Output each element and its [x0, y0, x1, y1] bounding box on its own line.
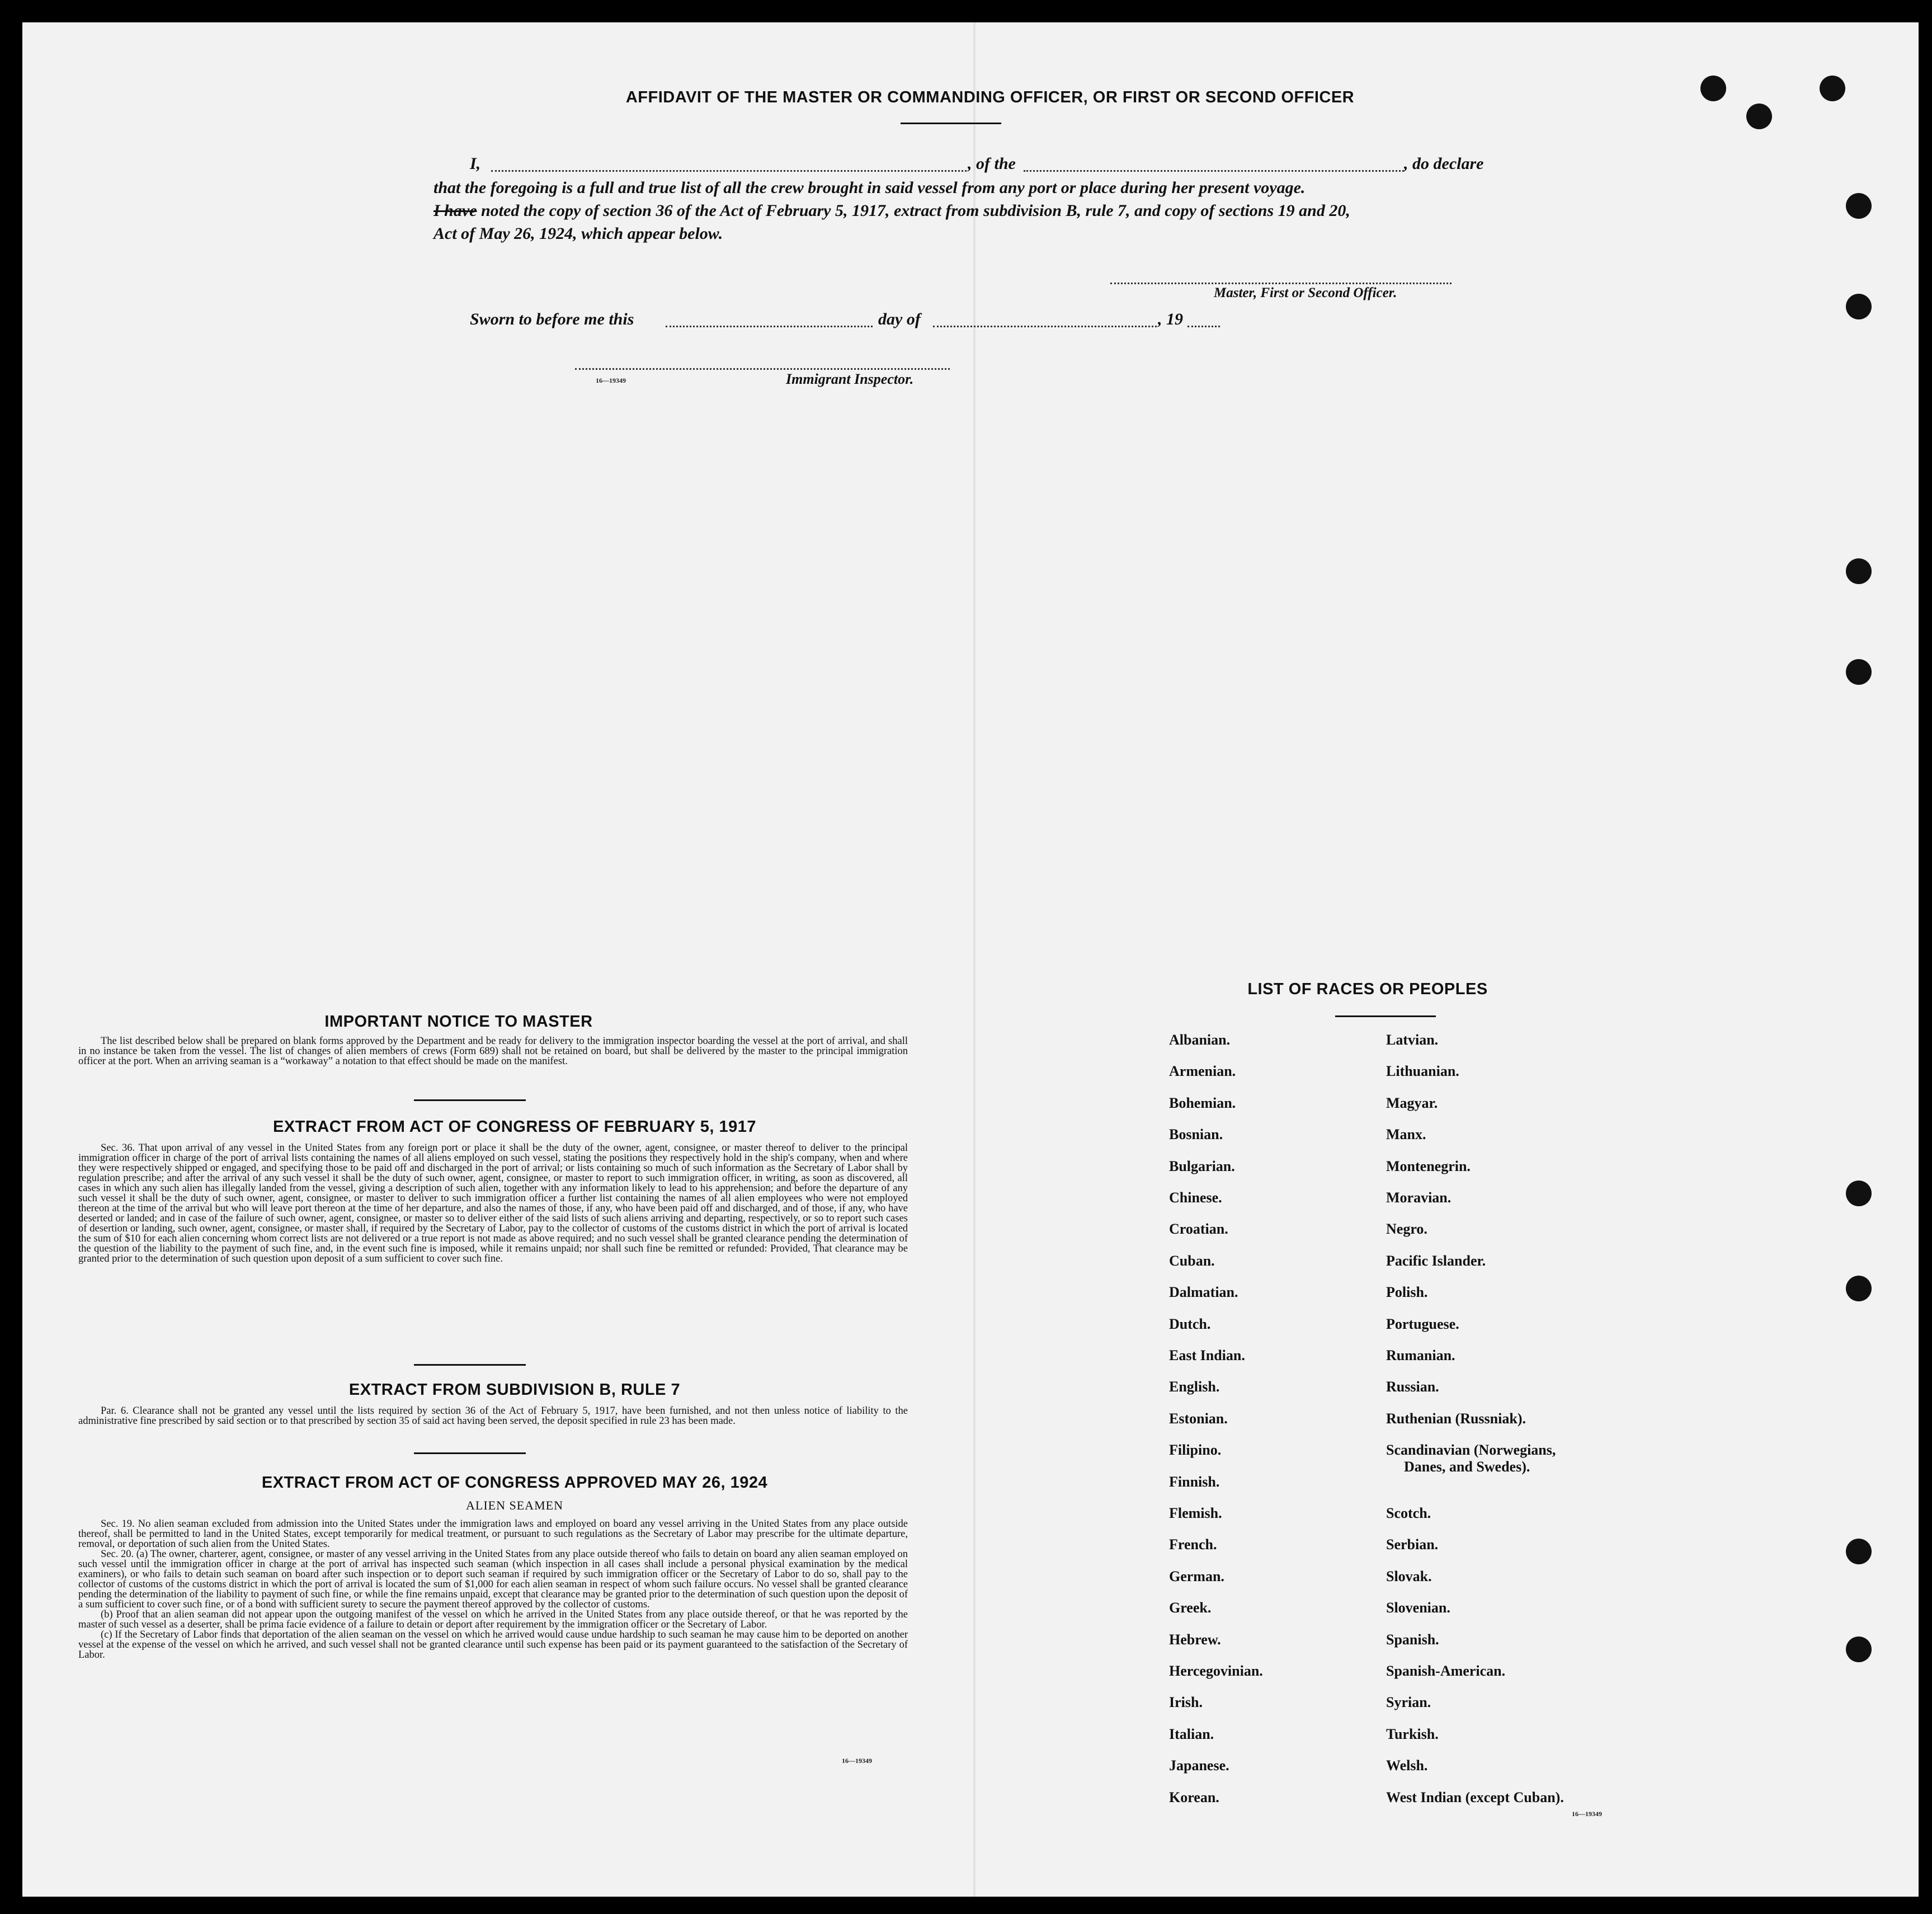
race-item: Dutch. — [1169, 1315, 1211, 1332]
title-rule — [901, 123, 1001, 124]
struck-words: I have — [433, 201, 477, 220]
race-item: Pacific Islander. — [1386, 1252, 1486, 1269]
race-item: German. — [1169, 1568, 1224, 1584]
race-item: Negro. — [1386, 1221, 1427, 1238]
races-title: LIST OF RACES OR PEOPLES — [1247, 980, 1488, 998]
of-the-label: , of the — [968, 154, 1016, 173]
form-number: 16—19349 — [842, 1757, 872, 1765]
race-item: Welsh. — [1386, 1757, 1428, 1774]
section-rule — [414, 1452, 526, 1454]
form-number: 16—19349 — [596, 377, 626, 384]
races-title-rule — [1335, 1015, 1436, 1017]
race-item: Estonian. — [1169, 1410, 1228, 1427]
sworn-day-blank — [666, 326, 873, 327]
affidavit-line-2 — [433, 201, 1350, 220]
vessel-blank — [1024, 170, 1404, 172]
race-item: Latvian. — [1386, 1032, 1439, 1048]
race-item: Hebrew. — [1169, 1631, 1221, 1648]
sworn-year-blank — [1188, 326, 1220, 327]
race-item: Croatian. — [1169, 1221, 1228, 1238]
race-item: Portuguese. — [1386, 1315, 1459, 1332]
do-declare-label: , do declare — [1404, 154, 1484, 173]
race-item: Ruthenian (Russniak). — [1386, 1410, 1526, 1427]
race-item: Bulgarian. — [1169, 1158, 1235, 1174]
master-signature-label: Master, First or Second Officer. — [1214, 285, 1397, 300]
race-item: Magyar. — [1386, 1094, 1438, 1111]
sec-19-text: Sec. 19. No alien seaman excluded from admission into the United States under the immigration laws and employed on board any vessel arriving in the United States from any place outside thereof, shall be permitted to land in the United States, except temporarily for medical treatment, or pursuant to such regulations as the Secretary of Labor may prescribe for the ultimate departure, removal, or deportation of such alien from the United States. — [78, 1518, 908, 1550]
punch-hole — [1846, 1181, 1872, 1206]
i-label: I, — [470, 154, 481, 173]
extract-rule7-body — [78, 1406, 908, 1426]
race-item: Greek. — [1169, 1600, 1212, 1616]
name-blank — [491, 170, 967, 172]
section-rule — [414, 1099, 526, 1101]
race-item: Bohemian. — [1169, 1094, 1236, 1111]
affidavit-line-1: that the foregoing is a full and true list of all the crew brought in said vessel from any port or place during her present voyage. — [433, 178, 1306, 197]
par-6-text: Par. 6. Clearance shall not be granted any vessel until the lists required by section 36 of the Act of February 5, 1917, have been furnished, and not then unless notice of liability to the administrative fine prescribed by said section or to that prescribed by section 35 of said act having been served, the deposit specified in rule 23 has been made. — [78, 1405, 908, 1427]
sec-36-text: Sec. 36. That upon arrival of any vessel in the United States from any foreign port or place it shall be the duty of the owner, agent, consignee, or master thereof to deliver to the principal immigration officer in charge of the port of arrival lists containing the names of all aliens employed on such vessel, stating the positions they respectively hold in the ship's company, when and where they were respectively shipped or engaged, and specifying those to be paid off and discharged in the port of arrival; or lists containing so much of such information as the Secretary of Labor shall by regulation prescribe; and after the arrival of any such vessel it shall be the duty of such owner, agent, consignee, or master to report to such immigration officer, in writing, as soon as discovered, all cases in which any such alien has illegally landed from the vessel, giving a description of such alien, together with any information likely to lead to his apprehension; and before the departure of any such vessel it shall be the duty of such owner, agent, consignee, or master to deliver to such immigration officer a further list containing the names of all alien employees who were not employed thereon at the time of the arrival but who will leave port thereon at the time of her departure, and also the names of those, if any, who have been paid off and discharged, and of those, if any, who have deserted or landed; and in case of the failure of such owner, agent, consignee, or master so to deliver either of the said lists of such aliens arriving and departing, respectively, or so to report such cases of desertion or landing, such owner, agent, consignee, or master shall, if required by the Secretary of Labor, pay to the collector of customs of the customs district in which the port of arrival is located the sum of $10 for each alien concerning whom correct lists are not delivered or a true report is not made as above required; and no such vessel shall be granted clearance pending the determination of the question of the liability to the payment of such fine, and, in the event such fine is imposed, while it remains unpaid; nor shall such fine be remitted or refunded: Provided, That clearance may be granted prior to the determination of such question upon deposit of a sum sufficient to cover such fine. — [78, 1142, 908, 1264]
race-item: Armenian. — [1169, 1063, 1236, 1080]
race-item: Russian. — [1386, 1379, 1439, 1395]
race-item: Spanish-American. — [1386, 1663, 1506, 1679]
center-fold — [973, 22, 976, 1897]
race-item: West Indian (except Cuban). — [1386, 1789, 1564, 1805]
punch-hole — [1846, 659, 1872, 685]
extract-1924-body — [78, 1519, 908, 1660]
race-item: Slovenian. — [1386, 1600, 1450, 1616]
race-item: Serbian. — [1386, 1536, 1439, 1553]
affidavit-line-3: Act of May 26, 1924, which appear below. — [433, 224, 723, 243]
race-item: Bosnian. — [1169, 1126, 1223, 1143]
race-item: Japanese. — [1169, 1757, 1229, 1774]
extract-1917-body — [78, 1143, 908, 1264]
race-item-continuation: Danes, and Swedes). — [1404, 1459, 1530, 1475]
race-item: Italian. — [1169, 1725, 1214, 1742]
affidavit-title: AFFIDAVIT OF THE MASTER OR COMMANDING OFFICER, OR FIRST OR SECOND OFFICER — [625, 88, 1355, 106]
race-item: Syrian. — [1386, 1694, 1431, 1711]
sec-20b-text: (b) Proof that an alien seaman did not appear upon the outgoing manifest of the vessel on which he arrived in the United States from any place outside thereof, or that he was reported by the master of such vessel as a deserter, shall be prima facie evidence of a failure to detain or deport after requirement by the immigration officer or the Secretary of Labor. — [78, 1609, 908, 1630]
punch-hole — [1820, 76, 1845, 101]
race-item: Turkish. — [1386, 1725, 1439, 1742]
race-item: English. — [1169, 1379, 1220, 1395]
race-item: Scandinavian (Norwegians, — [1386, 1442, 1556, 1459]
extract-1917-title: EXTRACT FROM ACT OF CONGRESS OF FEBRUARY 5, 1917 — [272, 1118, 757, 1136]
notice-title: IMPORTANT NOTICE TO MASTER — [324, 1013, 593, 1031]
sworn-label: Sworn to before me this — [470, 310, 634, 328]
year-label: , 19 — [1158, 310, 1183, 328]
race-item: Dalmatian. — [1169, 1284, 1238, 1301]
punch-hole — [1846, 1539, 1872, 1564]
punch-hole — [1846, 193, 1872, 219]
day-of-label: day of — [878, 310, 921, 328]
extract-rule7-title: EXTRACT FROM SUBDIVISION B, RULE 7 — [348, 1381, 681, 1399]
notice-body — [78, 1036, 908, 1066]
master-signature-line — [1110, 283, 1452, 284]
section-rule — [414, 1364, 526, 1366]
punch-hole — [1846, 294, 1872, 319]
race-item: Slovak. — [1386, 1568, 1432, 1584]
punch-hole — [1746, 104, 1772, 129]
race-item: East Indian. — [1169, 1347, 1245, 1363]
race-item: Finnish. — [1169, 1473, 1220, 1490]
inspector-signature-line — [575, 368, 950, 370]
race-item: Lithuanian. — [1386, 1063, 1459, 1080]
sec-20a-text: Sec. 20. (a) The owner, charterer, agent, consignee, or master of any vessel arriving in the United States from any place outside thereof who fails to detain on board any alien seaman employed on such vessel until the immigration officer in charge at the port of arrival has inspected such seaman (which inspection in all cases shall include a personal physical examination by the medical examiners), or who fails to detain such seaman on board after such inspection or to deport such seaman if required by such immigration officer or the Secretary of Labor to do so, shall pay to the collector of customs of the customs district in which the port of arrival is located the sum of $1,000 for each alien seaman in respect of whom such failure occurs. No vessel shall be granted clearance pending the determination of the liability to payment of such fine, or while the fine remains unpaid, except that clearance may be granted prior to the determination of such question upon the deposit of a sum sufficient to cover such fine, or of a bond with sufficient surety to secure the payment thereof approved by the collector of customs. — [78, 1549, 908, 1610]
race-item: Rumanian. — [1386, 1347, 1455, 1363]
race-item: Korean. — [1169, 1789, 1219, 1805]
sec-20c-text: (c) If the Secretary of Labor finds that deportation of the alien seaman on the vessel on which he arrived would cause undue hardship to such seaman he may cause him to be deported on another vessel at the expense of the vessel on which he arrived, and such vessel shall not be granted clearance until such expense has been paid or its payment guaranteed to the satisfaction of the Secretary of Labor. — [78, 1629, 908, 1661]
inspector-label: Immigrant Inspector. — [786, 371, 914, 387]
race-item: Chinese. — [1169, 1189, 1222, 1206]
race-item: Flemish. — [1169, 1505, 1222, 1521]
notice-text: The list described below shall be prepared on blank forms approved by the Department and be ready for delivery to the immigration inspector boarding the vessel at the port of arrival, and shall in no instance be taken from the vessel. The list of changes of alien members of crews (Form 689) shall not be retained on board, but shall be delivered by the master to the principal immigration officer at the port. When an arriving seaman is a “workaway” a notation to that effect should be made on the manifest. — [78, 1036, 908, 1067]
race-item: Montenegrin. — [1386, 1158, 1471, 1174]
punch-hole — [1846, 1276, 1872, 1301]
race-item: Moravian. — [1386, 1189, 1452, 1206]
race-item: Filipino. — [1169, 1442, 1222, 1459]
punch-hole — [1700, 76, 1726, 101]
race-item: Cuban. — [1169, 1252, 1215, 1269]
extract-1924-title: EXTRACT FROM ACT OF CONGRESS APPROVED MAY 26, 1924 — [261, 1474, 768, 1492]
form-number: 16—19349 — [1572, 1810, 1602, 1818]
alien-seamen-subtitle: ALIEN SEAMEN — [466, 1498, 563, 1512]
punch-hole — [1846, 558, 1872, 584]
line-2-text: noted the copy of section 36 of the Act of February 5, 1917, extract from subdivision B, rule 7, and copy of sections 19 and 20, — [481, 201, 1350, 220]
race-item: French. — [1169, 1536, 1217, 1553]
race-item: Polish. — [1386, 1284, 1428, 1301]
race-item: Albanian. — [1169, 1032, 1231, 1048]
race-item: Irish. — [1169, 1694, 1203, 1711]
race-item: Spanish. — [1386, 1631, 1439, 1648]
race-item: Hercegovinian. — [1169, 1663, 1263, 1679]
form-sheet — [22, 22, 1919, 1897]
race-item: Manx. — [1386, 1126, 1426, 1143]
sworn-month-blank — [933, 326, 1157, 327]
race-item: Scotch. — [1386, 1505, 1431, 1521]
punch-hole — [1846, 1636, 1872, 1662]
